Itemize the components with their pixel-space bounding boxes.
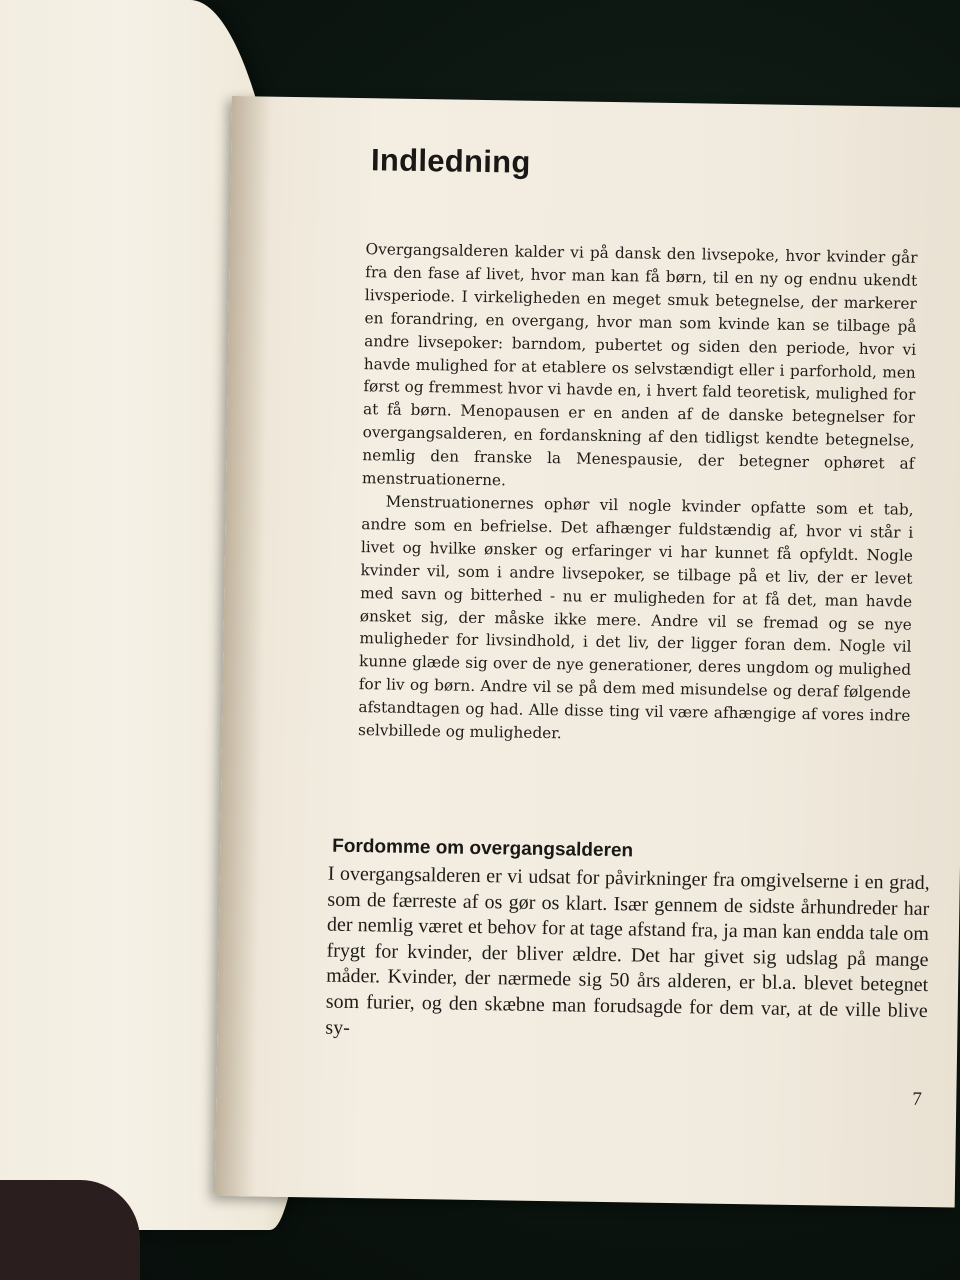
right-page xyxy=(215,96,960,1207)
paragraph-1: Overgangsalderen kalder vi på dansk den livsepoke, hvor kvinder går fra den fase af livet, hvor man kan få børn, til en ny og endnu ukendt livsperiode. I virkeligheden en meget smuk betegnelse, der markerer en forandring, en overgang, hvor man som kvinde kan se tilbage på andre livsepoker: barndom, pubertet og siden den periode, hvor vi havde mulighed for at etablere os selvstændigt eller i parforhold, men først og fremmest hvor vi havde en, i hvert fald teoretisk, mulighed for at få børn. Menopausen er en anden af de danske betegnelser for overgangsalderen, en fordanskning af den tidligst kendte betegnelse, nemlig den franske la Menespausie, der betegner ophøret af menstruationerne. xyxy=(361,240,918,490)
paragraph-2: Menstruationernes ophør vil nogle kvinder opfatte som et tab, andre som en befrielse. Det afhænger fuldstændig af, hvor vi står i livet og hvilke ønsker og erfaringer vi har kunnet få opfyldt. Nogle kvinder vil, som i andre livsepoker, se tilbage på et liv, der er levet med savn og bitterhed - nu er muligheden for at få det, man havde ønsket sig, der måske ikke mere. Andre vil se fremad og se nye muligheder for livsindhold, i det liv, der ligger foran dem. Nogle vil kunne glæde sig over de nye generationer, deres ungdom og mulighed for liv og børn. Andre vil se på dem med misundelse og deraf følgende afstandtagen og had. Alle disse ting vil være afhængige af vores indre selvbillede og muligheder. xyxy=(357,492,914,743)
book-cover-edge xyxy=(0,1180,140,1280)
section-text: I overgangsalderen er vi udsat for påvirkninger fra omgivelserne i en grad, som de færreste af os gør os klart. Især gennem de sidste århundreder har der nemlig været et behov for at tage afstand fra, ja man kan endda tale om frygt for kvinder, der bliver ældre. Det har givet sig udslag på mange måder. Kvinder, der nærmede sig 50 års alderen, er bl.a. blevet betegnet som furier, og den skæbne man forudsagde for dem var, at de ville blive sy- xyxy=(325,862,930,1039)
page-number: 7 xyxy=(912,1088,922,1110)
section-heading: Fordomme om overgangsalderen xyxy=(332,835,634,862)
intro-text xyxy=(358,238,918,751)
chapter-title: Indledning xyxy=(370,142,531,180)
